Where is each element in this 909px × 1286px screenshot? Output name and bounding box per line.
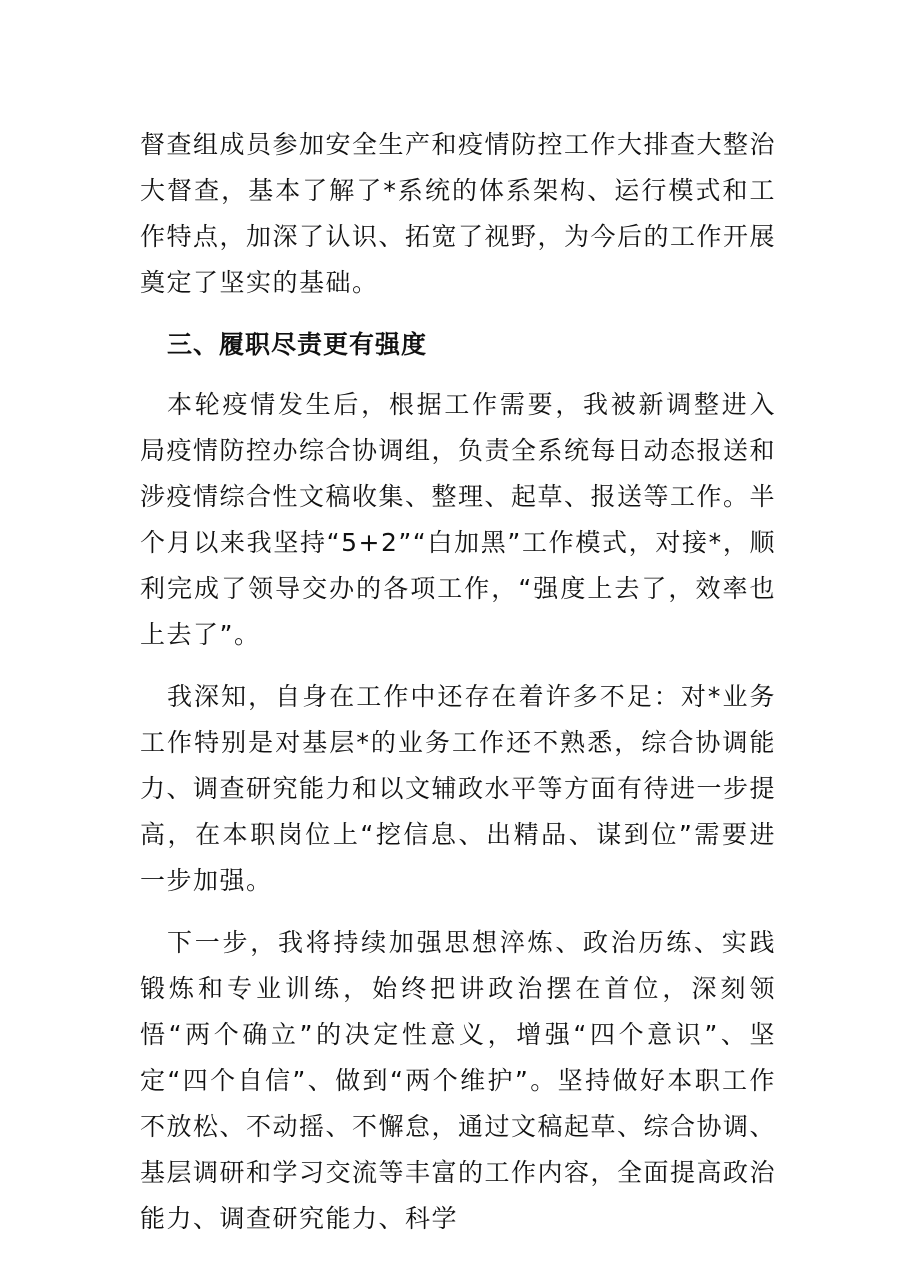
section-heading-3: 三、履职尽责更有强度 <box>167 330 428 359</box>
paragraph-2: 本轮疫情发生后，根据工作需要，我被新调整进入局疫情防控办综合协调组，负责全系统每日动态报送和涉疫情综合性文稿收集、整理、起草、报送等工作。半个月以来我坚持“5+2”“白加黑”工作模式，对接*，顺利完成了领导交办的各项工作，“强度上去了，效率也上去了”。 <box>140 390 777 649</box>
document-body <box>140 122 776 1242</box>
paragraph-1: 督查组成员参加安全生产和疫情防控工作大排查大整治大督查，基本了解了*系统的体系架构、运行模式和工作特点，加深了认识、拓宽了视野，为今后的工作开展奠定了坚实的基础。 <box>140 130 777 297</box>
paragraph-4: 下一步，我将持续加强思想淬炼、政治历练、实践锻炼和专业训练，始终把讲政治摆在首位，深刻领悟“两个确立”的决定性意义，增强“四个意识”、坚定“四个自信”、做到“两个维护”。坚持做好本职工作不放松、不动摇、不懈怠，通过文稿起草、综合协调、基层调研和学习交流等丰富的工作内容，全面提高政治能力、调查研究能力、科学 <box>140 928 777 1233</box>
paragraph-3: 我深知，自身在工作中还存在着许多不足：对*业务工作特别是对基层*的业务工作还不熟悉，综合协调能力、调查研究能力和以文辅政水平等方面有待进一步提高，在本职岗位上“挖信息、出精品、谋到位”需要进一步加强。 <box>140 682 777 895</box>
